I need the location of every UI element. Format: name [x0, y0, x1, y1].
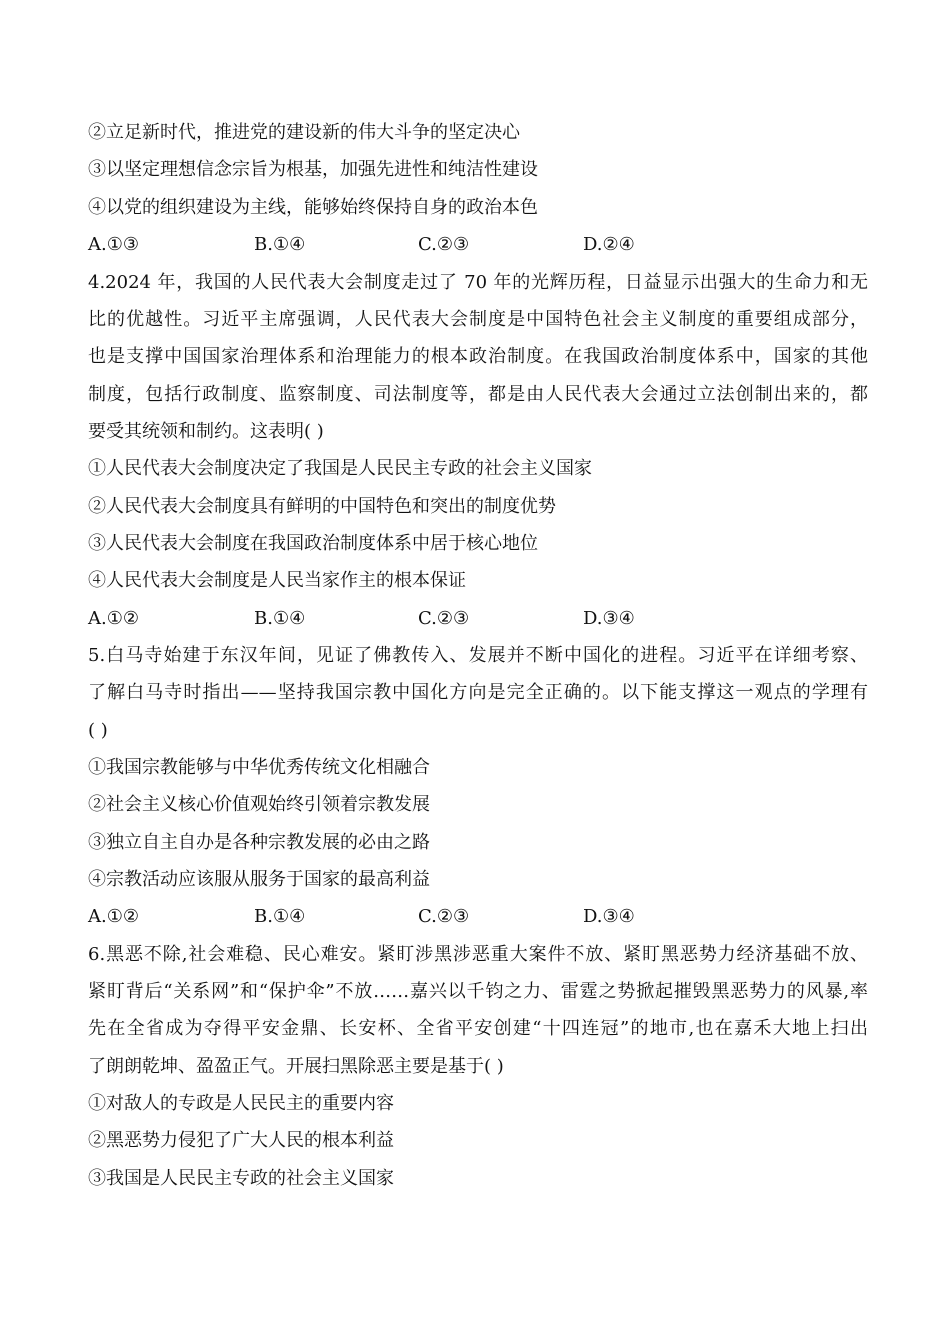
q4-stem-line: 4.2024 年，我国的人民代表大会制度走过了 70 年的光辉历程，日益显示出强大的生命力和无	[88, 272, 868, 293]
q3-choice-3: ③以坚定理想信念宗旨为根基，加强先进性和纯洁性建设	[88, 159, 538, 180]
q4-choice-4: ④人民代表大会制度是人民当家作主的根本保证	[88, 570, 466, 591]
q5-choice-2: ②社会主义核心价值观始终引领着宗教发展	[88, 794, 430, 815]
q6-stem-line: 了朗朗乾坤、盈盈正气。开展扫黑除恶主要是基于( )	[88, 1056, 504, 1077]
q3-option-a: A.①③	[88, 234, 139, 255]
q4-option-c: C.②③	[418, 608, 470, 629]
q4-stem-line: 制度，包括行政制度、监察制度、司法制度等，都是由人民代表大会通过立法创制出来的，都	[88, 384, 868, 405]
q4-choice-1: ①人民代表大会制度决定了我国是人民民主专政的社会主义国家	[88, 458, 592, 479]
q3-choice-2: ②立足新时代，推进党的建设新的伟大斗争的坚定决心	[88, 122, 520, 143]
q6-choice-3: ③我国是人民民主专政的社会主义国家	[88, 1168, 394, 1189]
q4-option-a: A.①②	[88, 608, 139, 629]
q3-options	[88, 233, 868, 257]
q6-stem-line: 先在全省成为夺得平安金鼎、长安杯、全省平安创建“十四连冠”的地市,也在嘉禾大地上扫出	[88, 1018, 868, 1039]
q5-stem-line: 5.白马寺始建于东汉年间，见证了佛教传入、发展并不断中国化的进程。习近平在详细考察、	[88, 645, 868, 666]
q6-choice-2: ②黑恶势力侵犯了广大人民的根本利益	[88, 1130, 394, 1151]
q5-option-d: D.③④	[583, 906, 635, 927]
q4-option-b: B.①④	[254, 608, 306, 629]
q6-choice-1: ①对敌人的专政是人民民主的重要内容	[88, 1093, 394, 1114]
q5-option-a: A.①②	[88, 906, 139, 927]
q5-options	[88, 905, 868, 929]
q5-choice-1: ①我国宗教能够与中华优秀传统文化相融合	[88, 757, 430, 778]
q5-option-b: B.①④	[254, 906, 306, 927]
q3-option-b: B.①④	[254, 234, 306, 255]
q4-options	[88, 607, 868, 631]
q4-stem-line: 比的优越性。习近平主席强调，人民代表大会制度是中国特色社会主义制度的重要组成部分，	[88, 309, 868, 330]
q3-option-c: C.②③	[418, 234, 470, 255]
q4-stem-line: 要受其统领和制约。这表明( )	[88, 421, 324, 442]
q5-option-c: C.②③	[418, 906, 470, 927]
q4-stem-line: 也是支撑中国国家治理体系和治理能力的根本政治制度。在我国政治制度体系中，国家的其他	[88, 346, 868, 367]
q4-choice-2: ②人民代表大会制度具有鲜明的中国特色和突出的制度优势	[88, 496, 556, 517]
q4-choice-3: ③人民代表大会制度在我国政治制度体系中居于核心地位	[88, 533, 538, 554]
q6-stem-line: 6.黑恶不除,社会难稳、民心难安。紧盯涉黑涉恶重大案件不放、紧盯黑恶势力经济基础不放、	[88, 944, 868, 965]
q4-option-d: D.③④	[583, 608, 635, 629]
q5-stem-line: 了解白马寺时指出——坚持我国宗教中国化方向是完全正确的。以下能支撑这一观点的学理有	[88, 682, 868, 703]
q5-choice-4: ④宗教活动应该服从服务于国家的最高利益	[88, 869, 430, 890]
q5-stem-line: ( )	[88, 720, 108, 741]
q3-choice-4: ④以党的组织建设为主线，能够始终保持自身的政治本色	[88, 197, 538, 218]
q6-stem-line: 紧盯背后“关系网”和“保护伞”不放……嘉兴以千钧之力、雷霆之势掀起摧毁黑恶势力的风暴,率	[88, 981, 868, 1002]
q3-option-d: D.②④	[583, 234, 635, 255]
q5-choice-3: ③独立自主自办是各种宗教发展的必由之路	[88, 832, 430, 853]
